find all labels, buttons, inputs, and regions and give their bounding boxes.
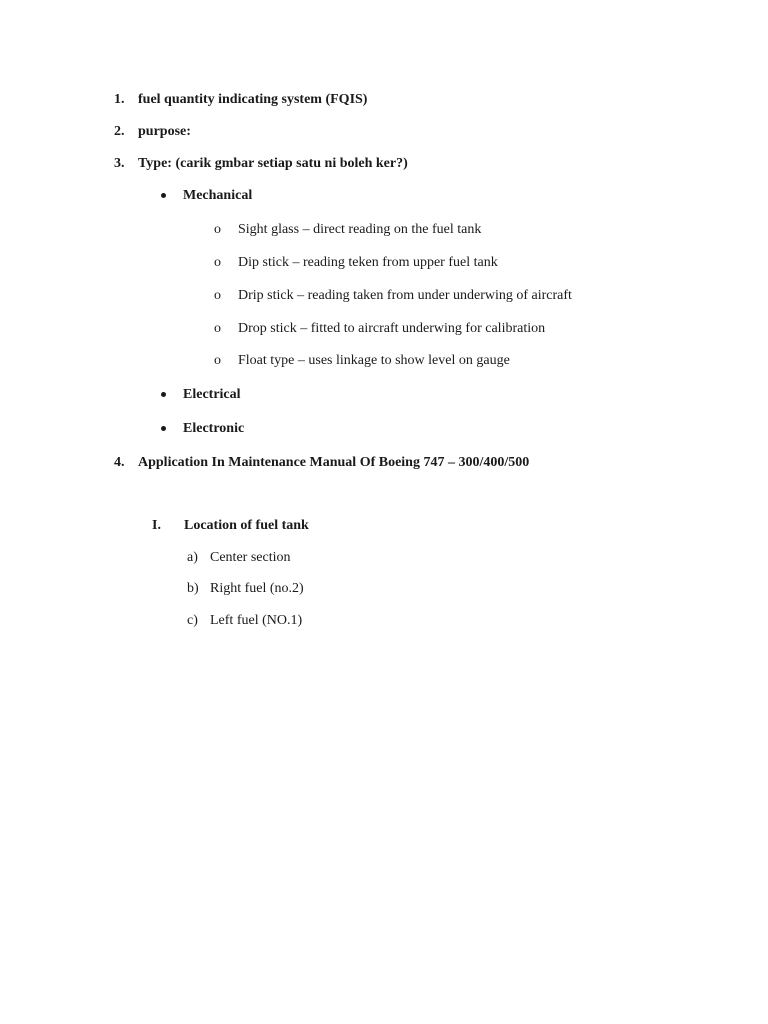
list-item-3-text: Type: (carik gmbar setiap satu ni boleh ker?) [138,156,408,171]
sub-letter-marker: a) [187,550,198,565]
fuel-tank-left: Left fuel (NO.1) [210,613,303,628]
mechanical-subitem-sight-glass: Sight glass – direct reading on the fuel tank [238,222,482,237]
fuel-tank-center-section: Center section [210,550,291,565]
roman-numeral-1: I. [152,518,161,533]
sub-bullet-marker: o [214,222,221,237]
list-number-3: 3. [114,156,125,171]
list-number-1: 1. [114,92,125,107]
mechanical-subitem-drip-stick: Drip stick – reading taken from under underwing of aircraft [238,288,572,303]
list-number-4: 4. [114,455,125,470]
sub-bullet-marker: o [214,321,221,336]
sub-bullet-marker: o [214,353,221,368]
section-location-fuel-tank: Location of fuel tank [184,518,309,533]
fuel-tank-right: Right fuel (no.2) [210,581,304,596]
mechanical-subitem-dip-stick: Dip stick – reading teken from upper fuel tank [238,255,498,270]
mechanical-subitem-float-type: Float type – uses linkage to show level on gauge [238,353,510,368]
mechanical-subitem-drop-stick: Drop stick – fitted to aircraft underwing for calibration [238,321,546,336]
sub-bullet-marker: o [214,255,221,270]
bullet-icon [161,193,166,198]
list-item-1-text: fuel quantity indicating system (FQIS) [138,92,368,107]
sub-letter-marker: b) [187,581,199,596]
type-electronic-label: Electronic [183,421,245,436]
sub-letter-marker: c) [187,613,198,628]
list-item-4-text: Application In Maintenance Manual Of Boeing 747 – 300/400/500 [138,455,530,470]
list-number-2: 2. [114,124,125,139]
list-item-2-text: purpose: [138,124,191,139]
type-electrical-label: Electrical [183,387,241,402]
type-mechanical-label: Mechanical [183,188,253,203]
bullet-icon [161,426,166,431]
bullet-icon [161,392,166,397]
sub-bullet-marker: o [214,288,221,303]
